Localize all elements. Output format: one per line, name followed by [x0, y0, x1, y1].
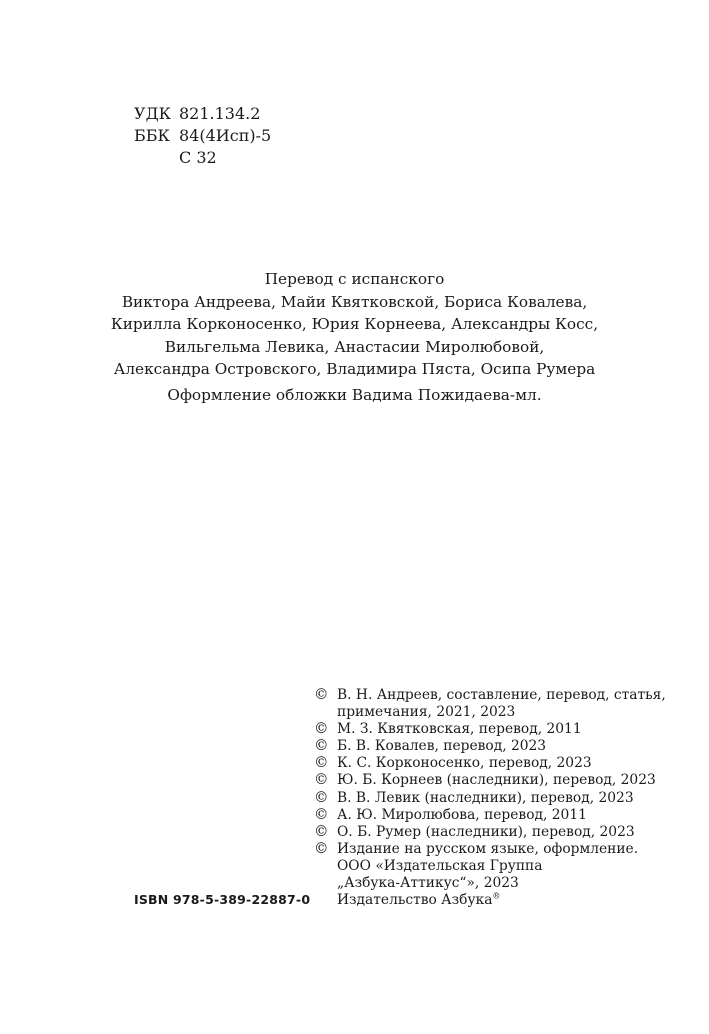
- copyright-icon: ©: [314, 840, 329, 857]
- copyright-block: [314, 687, 666, 909]
- publisher-line: [337, 892, 638, 909]
- copyright-line: „Азбука-Аттикус“», 2023: [337, 875, 519, 892]
- copyright-item: [314, 721, 666, 738]
- copyright-line: М. З. Квятковская, перевод, 2011: [337, 721, 582, 738]
- translators-line: Вильгельма Левика, Анастасии Миролюбовой,: [164, 337, 545, 356]
- copyright-line: О. Б. Румер (наследники), перевод, 2023: [337, 823, 635, 840]
- copyright-line: К. С. Корконосенко, перевод, 2023: [337, 755, 592, 772]
- copyright-line: В. Н. Андреев, составление, перевод, статья,: [337, 687, 666, 703]
- copyright-line: Б. В. Ковалев, перевод, 2023: [337, 738, 547, 755]
- author-mark-row: [134, 147, 271, 169]
- copyright-item: [314, 807, 666, 824]
- udk-row: [134, 103, 271, 125]
- translators-line: Александра Островского, Владимира Пяста, Осипа Румера: [113, 360, 596, 379]
- copyright-item: [314, 824, 666, 841]
- copyright-icon: ©: [314, 823, 329, 840]
- translators-block: [0, 268, 709, 381]
- copyright-line: ООО «Издательская Группа: [337, 857, 543, 874]
- copyright-icon: ©: [314, 738, 329, 755]
- udk-label: УДК: [134, 104, 171, 123]
- copyright-item: [314, 755, 666, 772]
- copyright-item: [314, 790, 666, 807]
- copyright-icon: ©: [314, 789, 329, 806]
- isbn: ISBN 978-5-389-22887-0: [134, 892, 311, 907]
- bbk-label: ББК: [134, 126, 170, 145]
- author-mark-label: [134, 147, 179, 169]
- registered-trademark-icon: ®: [492, 891, 501, 901]
- copyright-line: Издание на русском языке, оформление.: [337, 840, 639, 857]
- copyright-item: [314, 687, 666, 721]
- translation-heading: Перевод с испанского: [264, 270, 445, 288]
- udk-value: 821.134.2: [179, 104, 261, 123]
- translators-line: Кирилла Корконосенко, Юрия Корнеева, Александры Косс,: [110, 315, 599, 334]
- cover-design-credit: Оформление обложки Вадима Пожидаева-мл.: [167, 386, 542, 404]
- copyright-icon: ©: [314, 755, 329, 772]
- copyright-item: [314, 772, 666, 789]
- bbk-row: [134, 125, 271, 147]
- classification-block: [134, 103, 271, 169]
- copyright-line: примечания, 2021, 2023: [337, 704, 516, 721]
- copyright-item: [314, 738, 666, 755]
- copyright-item: [314, 841, 666, 909]
- copyright-icon: ©: [314, 721, 329, 738]
- author-mark-value: С 32: [179, 148, 217, 167]
- bbk-value: 84(4Исп)-5: [179, 126, 272, 145]
- translators-line: Виктора Андреева, Майи Квятковской, Бориса Ковалева,: [121, 292, 588, 311]
- copyright-icon: ©: [314, 687, 329, 703]
- copyright-icon: ©: [314, 806, 329, 823]
- copyright-line: А. Ю. Миролюбова, перевод, 2011: [337, 806, 587, 823]
- publisher-name: Издательство Азбука: [337, 892, 493, 909]
- copyright-line: Ю. Б. Корнеев (наследники), перевод, 2023: [337, 772, 656, 789]
- copyright-icon: ©: [314, 772, 329, 789]
- copyright-line: В. В. Левик (наследники), перевод, 2023: [337, 789, 634, 806]
